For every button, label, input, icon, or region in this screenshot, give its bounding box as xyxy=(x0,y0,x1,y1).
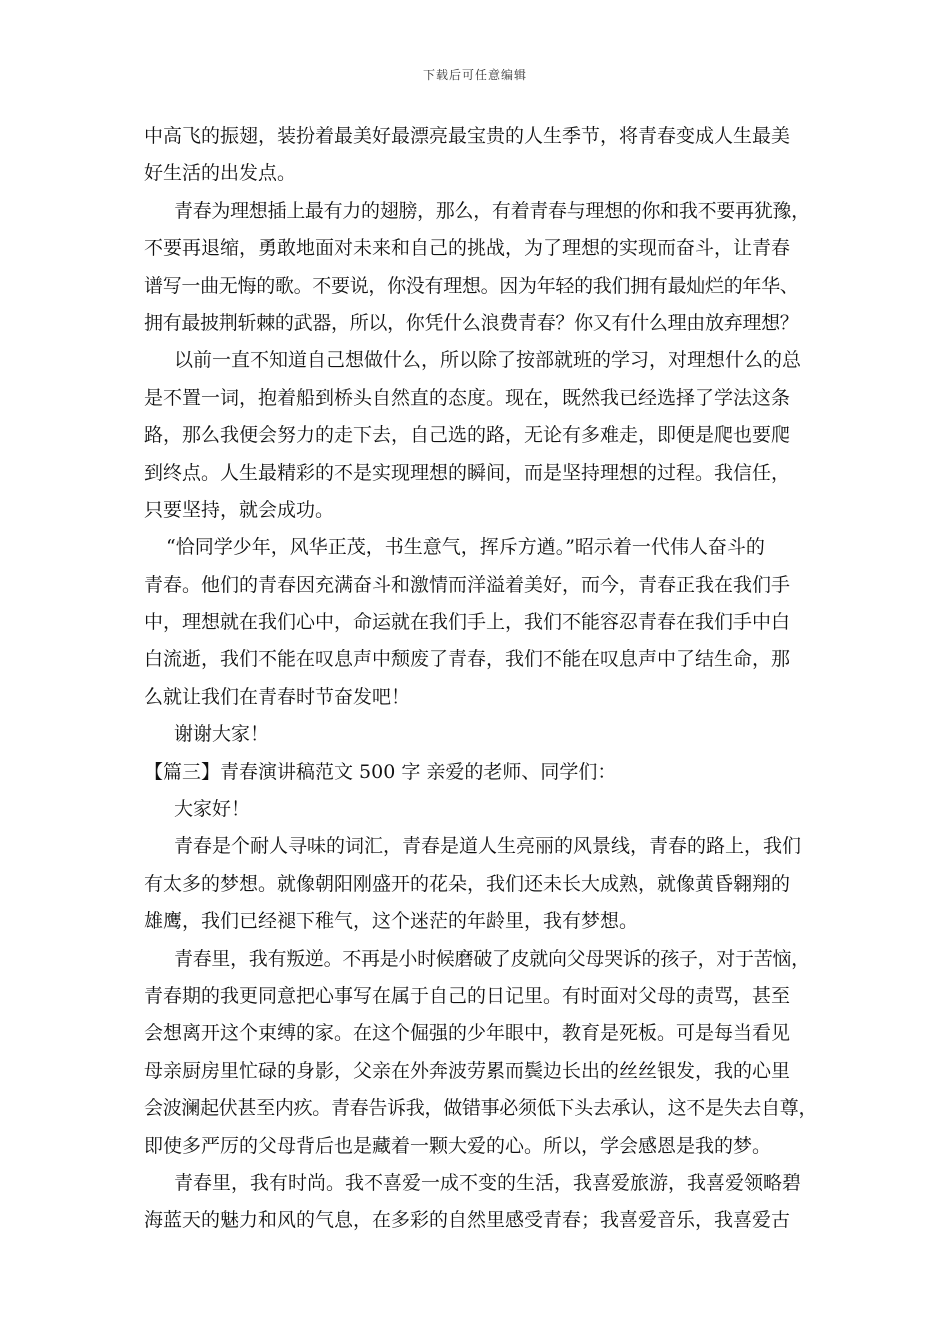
page-header: 下载后可任意编辑 xyxy=(422,68,527,82)
text-line: “恰同学少年，风华正茂，书生意气，挥斥方遒。”昭示着一代伟人奋斗的 xyxy=(166,536,765,559)
text-line: 青春为理想插上最有力的翅膀，那么，有着青春与理想的你和我不要再犹豫， xyxy=(174,199,810,222)
section-heading: 【篇三】青春演讲稿范文 500 字 亲爱的老师、同学们： xyxy=(144,760,617,783)
text-line: 到终点。人生最精彩的不是实现理想的瞬间，而是坚持理想的过程。我信任， xyxy=(144,461,791,484)
text-line: 青春里，我有时尚。我不喜爱一成不变的生活，我喜爱旅游，我喜爱领略碧 xyxy=(174,1171,802,1194)
text-line: 青春是个耐人寻味的词汇，青春是道人生亮丽的风景线，青春的路上，我们 xyxy=(174,835,802,858)
text-line: 中，理想就在我们心中，命运就在我们手上，我们不能容忍青春在我们手中白 xyxy=(144,611,791,634)
text-line: 即使多严厉的父母背后也是藏着一颗大爱的心。所以，学会感恩是我的梦。 xyxy=(144,1134,772,1157)
text-line: 青春期的我更同意把心事写在属于自己的日记里。有时面对父母的责骂，甚至 xyxy=(144,984,791,1007)
text-line: 雄鹰，我们已经褪下稚气，这个迷茫的年龄里，我有梦想。 xyxy=(144,910,639,933)
text-line: 么就让我们在青春时节奋发吧！ xyxy=(144,685,411,708)
text-line: 青春。他们的青春因充满奋斗和激情而洋溢着美好，而今，青春正我在我们手 xyxy=(144,573,791,596)
text-line: 谱写一曲无悔的歌。不要说，你没有理想。因为年轻的我们拥有最灿烂的年华、 xyxy=(144,274,799,297)
text-line: 好生活的出发点。 xyxy=(144,162,297,185)
text-line: 会波澜起伏甚至内疚。青春告诉我，做错事必须低下头去承认，这不是失去自尊， xyxy=(144,1097,818,1120)
text-line: 有太多的梦想。就像朝阳刚盛开的花朵，我们还未长大成熟，就像黄昏翱翔的 xyxy=(144,872,791,895)
text-line: 是不置一词，抱着船到桥头自然直的态度。现在，既然我已经选择了学法这条 xyxy=(144,386,791,409)
text-line: 谢谢大家！ xyxy=(174,723,270,746)
text-line: 以前一直不知道自己想做什么，所以除了按部就班的学习，对理想什么的总 xyxy=(174,349,802,372)
text-line: 只要坚持，就会成功。 xyxy=(144,498,335,521)
text-line: 拥有最披荆斩棘的武器，所以，你凭什么浪费青春？你又有什么理由放弃理想？ xyxy=(144,311,799,334)
text-line: 母亲厨房里忙碌的身影，父亲在外奔波劳累而鬓边长出的丝丝银发，我的心里 xyxy=(144,1059,791,1082)
text-line: 不要再退缩，勇敢地面对未来和自己的挑战，为了理想的实现而奋斗，让青春 xyxy=(144,237,791,260)
text-line: 路，那么我便会努力的走下去，自己选的路，无论有多难走，即便是爬也要爬 xyxy=(144,424,791,447)
text-line: 海蓝天的魅力和风的气息，在多彩的自然里感受青春；我喜爱音乐，我喜爱古 xyxy=(144,1209,791,1232)
document-body xyxy=(144,118,818,1240)
text-line: 会想离开这个束缚的家。在这个倔强的少年眼中，教育是死板。可是每当看见 xyxy=(144,1022,791,1045)
text-line: 白流逝，我们不能在叹息声中颓废了青春，我们不能在叹息声中了结生命，那 xyxy=(144,648,791,671)
text-line: 青春里，我有叛逆。不再是小时候磨破了皮就向父母哭诉的孩子，对于苦恼， xyxy=(174,947,810,970)
text-line: 大家好！ xyxy=(174,798,251,821)
text-line: 中高飞的振翅，装扮着最美好最漂亮最宝贵的人生季节，将青春变成人生最美 xyxy=(144,125,791,147)
